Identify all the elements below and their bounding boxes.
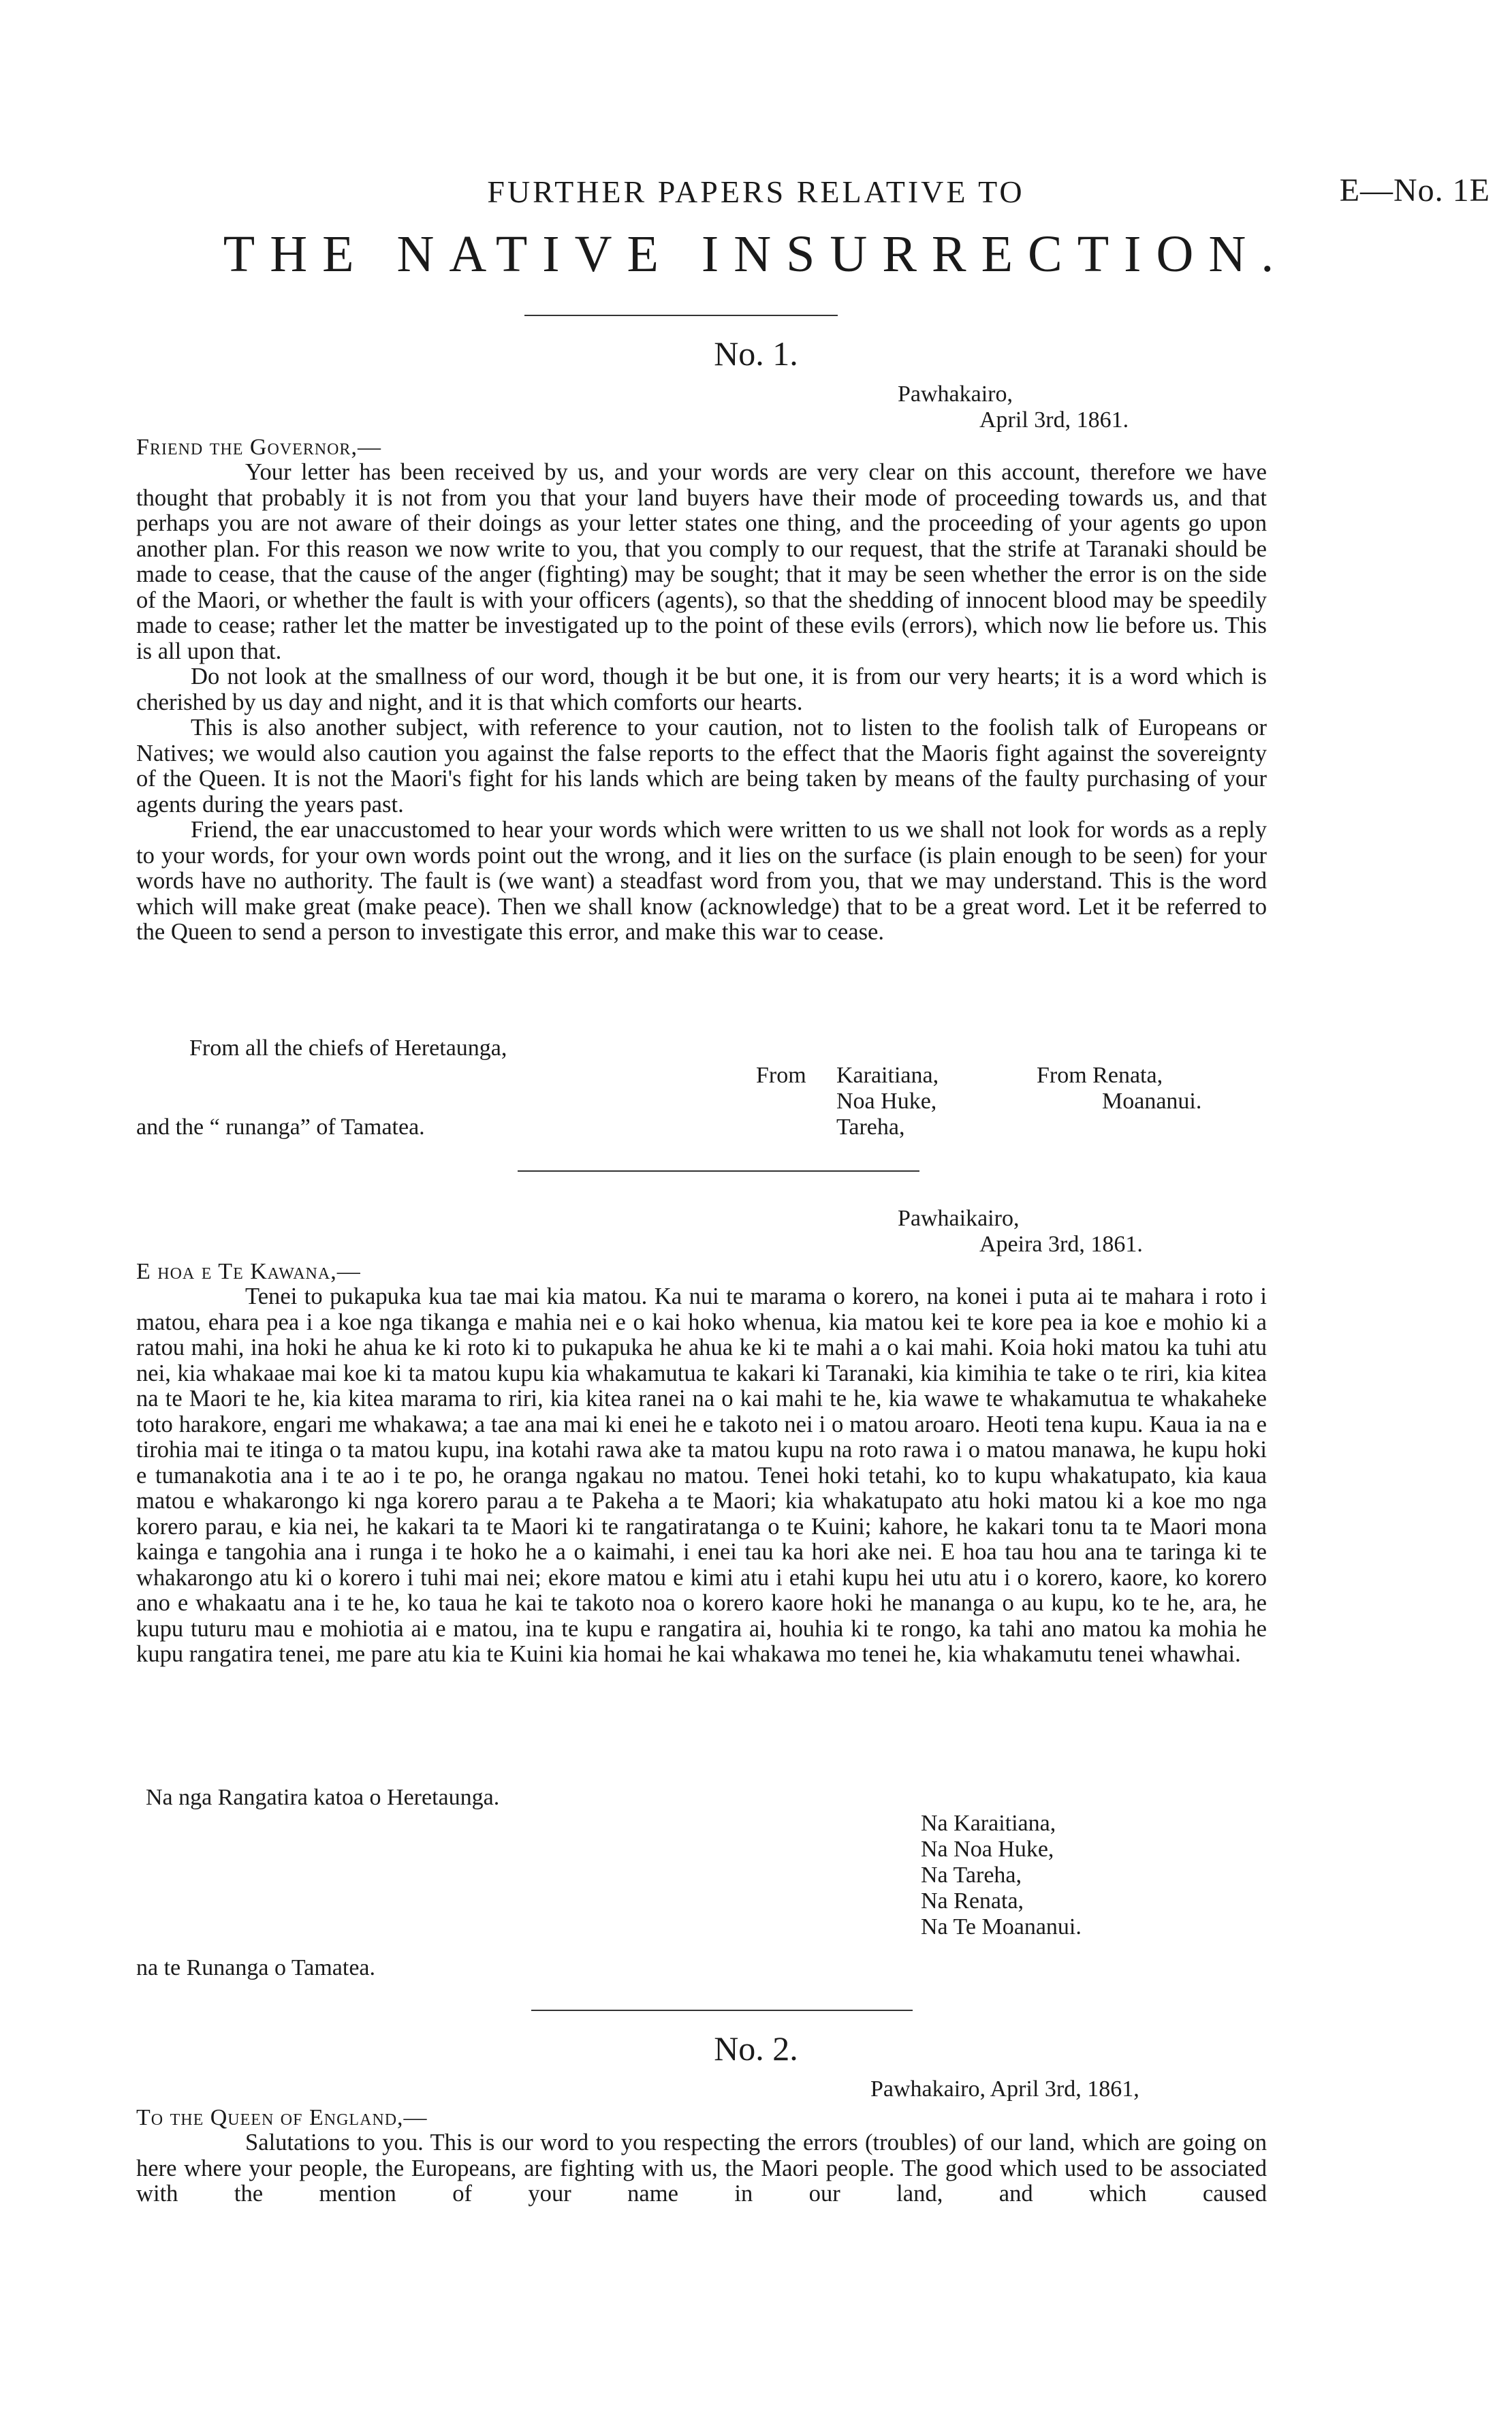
letter1-maori-closing: Na nga Rangatira katoa o Heretaunga. <box>146 1785 500 1810</box>
title-divider <box>524 315 838 316</box>
letter1-from-label: From <box>756 1063 806 1088</box>
letter1-maori-paragraph: Tenei to pukapuka kua tae mai kia matou. Ka nui te marama o korero, na konei i puta ai te mahara i roto i matou, ehara pea i a koe nga tikanga e mahia nei e o kai hoko whenua, kia matou kei te kore pea ia koe e mohio ki a ratou mahi, ina hoki he ahua ke ki roto ki to pukapuka he ahua ke ki te mahi a o kai mahi. Koia hoki matou ka tuhi atu nei, kia whakaae mai koe ki ta matou kupu kia whakamutua te kakari ki Taranaki, kia kimihia te take o te riri, kia kitea na te Maori te he, kia kitea marama to riri, kia kitea ranei na o kai mahi te he, kia wawe te whakamutua te whakaheke toto harakore, engari me whakawa; a tae ana mai ki enei he e takoto nei i o matou aroaro. Heoti tena kupu. Kaua ia na e tirohia mai te itinga o ta matou kupu, ina kotahi rawa ake ta matou kupu na roto rawa i o matou manawa, he kupu hoki e tumanakotia ana i te ao i te po, he oranga ngakau no matou. Tenei hoki tetahi, ko to kupu whakatupato, kia kaua matou e whakarongo ki nga korero parau a te Pakeha a te Maori; kia whakatupato atu hoki matou ki a koe mo nga korero parau, e kia nei, he kakari ta te Maori ki te rangatiratanga o te Kuini; kahore, he kakari tonu ta te Maori mona kainga e tangohia ana i runga i te hoko he a o kaimahi, i enei tau ka hori ake nei. E hoa tau hou ana te taringa ki te whakarongo atu ki o korero i tuhi mai nei; ekore matou e kimi atu i etahi kupu hei utu atu i o korero, kaore, ko korero ano e whakaatu ana i te he, ko taua he kai te takoto noa o korero kaore hoki he mananga o au kupu, ko te he, ara, he kupu tuturu mau e mohiotia ai e matou, ina te kupu e rangatira ai, houhia ki te rongo, ka tahi ano matou ka mohia he kupu rangatira tenei, me pare atu kia te Kuini kia homai he kai whakawa mo tenei he, kia whakamutu tenei whawhai. <box>136 1283 1267 1667</box>
letter1-maori-signatory-1: Na Karaitiana, <box>921 1811 1056 1836</box>
letter1-salutation: Friend the Governor,— <box>136 435 381 460</box>
letter1-maori-signatory-3: Na Tareha, <box>921 1863 1022 1888</box>
letter2-salutation: To the Queen of England,— <box>136 2105 428 2130</box>
letter1-signatory-4: From Renata, <box>1037 1063 1163 1088</box>
letter1-signatory-2: Noa Huke, <box>836 1089 937 1114</box>
letter2-number: No. 2. <box>714 2029 798 2068</box>
letter2-divider <box>531 2010 913 2011</box>
letter1-runanga: and the “ runanga” of Tamatea. <box>136 1115 425 1140</box>
letter1-paragraph-3: This is also another subject, with reference to your caution, not to listen to the foolish talk of Europeans or Natives; we would also caution you against the false reports to the effect that the Maoris fight against the sovereignty of the Queen. It is not the Maori's fight for his lands which are being taken by means of the faulty purchasing of your agents during the years past. <box>136 715 1267 817</box>
letter1-body <box>136 460 1267 946</box>
letter2-paragraph: Salutations to you. This is our word to you respecting the errors (troubles) of our land, which are going on here where your people, the Europeans, are fighting with us, the Maori people. The good which used to be associated with the mention of your name in our land, and which caused <box>136 2130 1267 2207</box>
letter1-maori-runanga: na te Runanga o Tamatea. <box>136 1955 376 1980</box>
letter1-paragraph-2: Do not look at the smallness of our word, though it be but one, it is from our very hearts; it is a word which is cherished by us day and night, and it is that which comforts our hearts. <box>136 664 1267 715</box>
letter1-signatory-1: Karaitiana, <box>836 1063 939 1088</box>
letter1-number: No. 1. <box>714 334 798 373</box>
letter1-signatory-5: Moananui. <box>1102 1089 1202 1114</box>
letter1-signatory-3: Tareha, <box>836 1115 905 1140</box>
letter1-maori-signatory-2: Na Noa Huke, <box>921 1837 1054 1862</box>
letter1-closing: From all the chiefs of Heretaunga, <box>189 1035 507 1061</box>
letter1-date: April 3rd, 1861. <box>979 407 1129 433</box>
letter1-maori-body <box>136 1284 1267 1668</box>
letter1-paragraph-1: Your letter has been received by us, and your words are very clear on this account, therefore we have thought that probably it is not from you that your land buyers have their mode of proceeding towards us, and that perhaps you are not aware of their doings as your letter states one thing, and the proceeding of your agents go upon another plan. For this reason we now write to you, that you comply to our request, that the strife at Taranaki should be made to cease, that the cause of the anger (fighting) may be sought; that it may be seen whether the error is on the side of the Maori, or whether the fault is with your officers (agents), so that the shedding of innocent blood may be speedily made to cease; rather let the matter be investigated up to the point of these evils (errors), which now lie before us. This is all upon that. <box>136 459 1267 664</box>
letter1-maori-signatory-5: Na Te Moananui. <box>921 1914 1082 1940</box>
letter1-divider <box>518 1170 919 1172</box>
letter2-body <box>136 2130 1267 2207</box>
document-subtitle: THE NATIVE INSURRECTION. <box>223 225 1289 283</box>
letter1-maori-place: Pawhaikairo, <box>898 1206 1020 1231</box>
letter1-maori-signatory-4: Na Renata, <box>921 1888 1024 1914</box>
letter1-maori-date: Apeira 3rd, 1861. <box>979 1232 1143 1257</box>
letter1-maori-salutation: E hoa e Te Kawana,— <box>136 1259 361 1284</box>
document-title: FURTHER PAPERS RELATIVE TO <box>487 174 1025 209</box>
letter2-place-date: Pawhakairo, April 3rd, 1861, <box>870 2076 1139 2102</box>
letter1-paragraph-4: Friend, the ear unaccustomed to hear your words which were written to us we shall not look for words as a reply to your words, for your own words point out the wrong, and it lies on the surface (is plain enough to be seen) for your words have no authority. The fault is (we want) a steadfast word from you, that we may understand. This is the word which will make great (make peace). Then we shall know (acknowledge) that to be a great word. Let it be referred to the Queen to send a person to investigate this error, and make this war to cease. <box>136 817 1267 945</box>
letter1-place: Pawhakairo, <box>898 381 1013 407</box>
document-reference: E—No. 1E <box>1339 172 1490 208</box>
